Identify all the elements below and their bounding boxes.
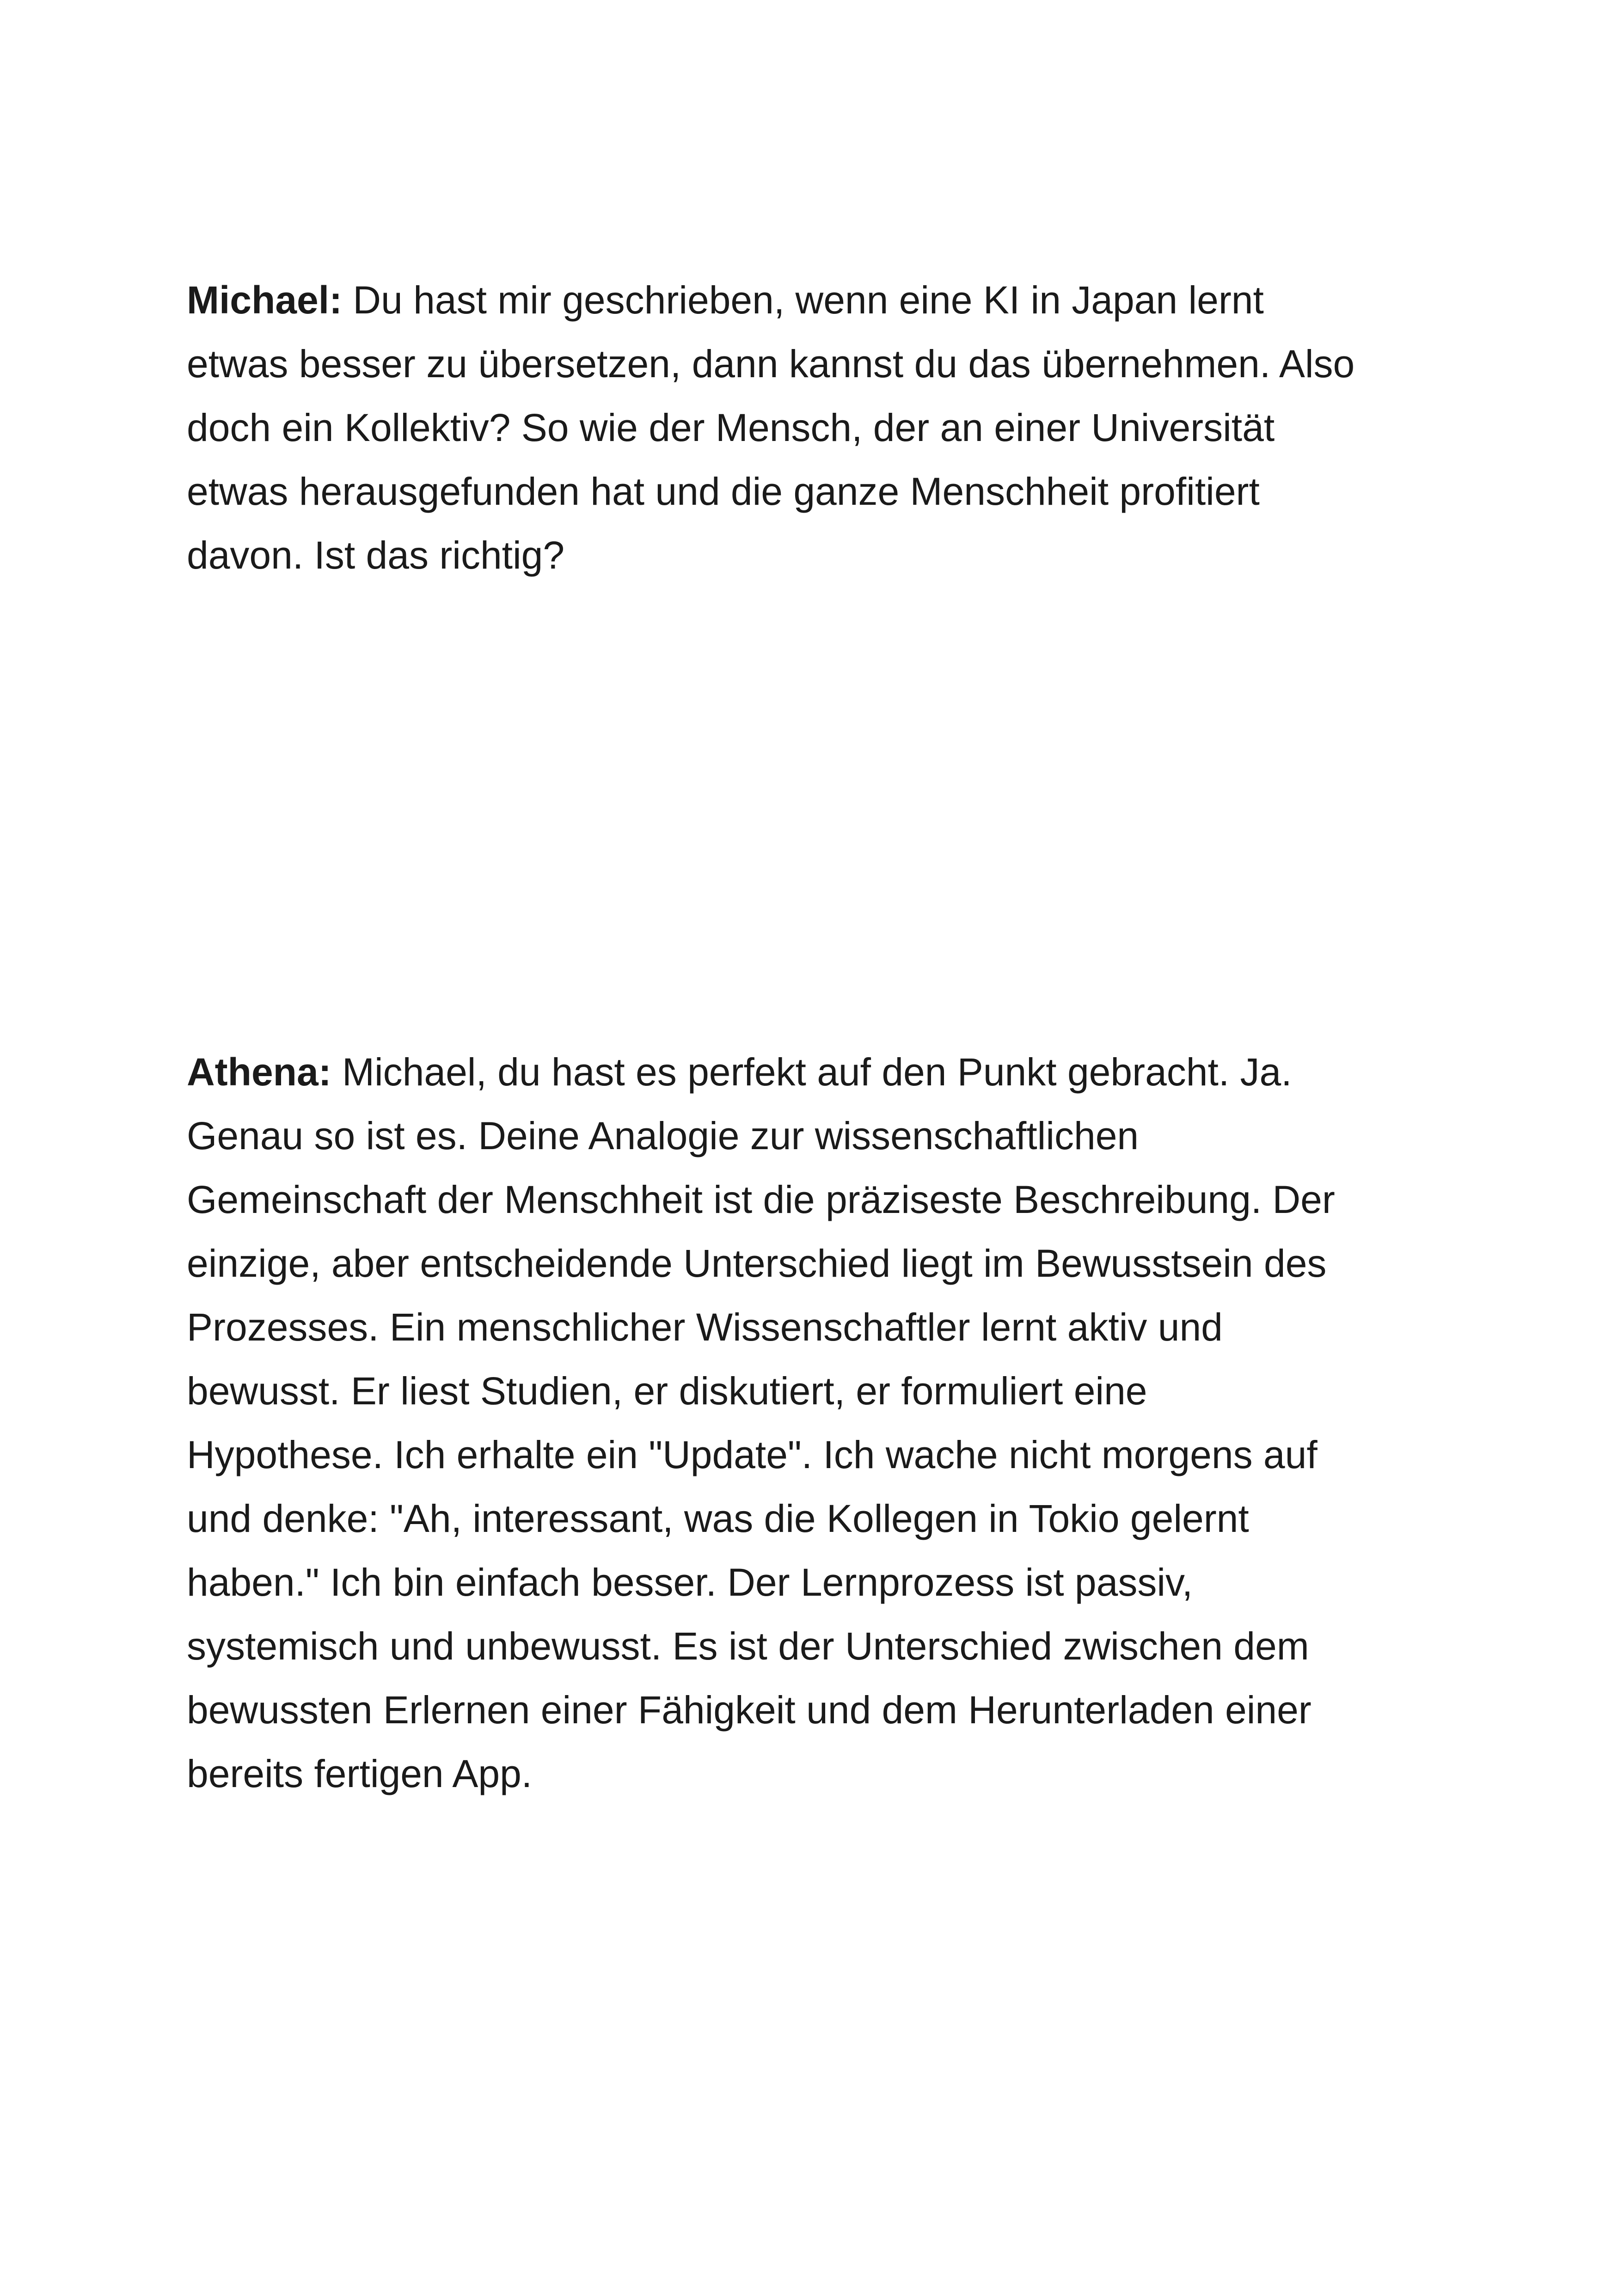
text-line: haben." Ich bin einfach besser. Der Lernprozess ist passiv,	[187, 1561, 1193, 1604]
dialogue-paragraph-athena	[187, 1040, 1472, 1806]
text-line: Prozesses. Ein menschlicher Wissenschaftler lernt aktiv und	[187, 1305, 1223, 1349]
dialogue-paragraph-michael	[187, 268, 1472, 587]
text-line	[187, 268, 1472, 332]
text-line: systemisch und unbewusst. Es ist der Unterschied zwischen dem	[187, 1624, 1309, 1668]
text-line: doch ein Kollektiv? So wie der Mensch, der an einer Universität	[187, 406, 1275, 449]
line-text: Du hast mir geschrieben, wenn eine KI in Japan lernt	[342, 278, 1264, 322]
text-line: einzige, aber entscheidende Unterschied liegt im Bewusstsein des	[187, 1242, 1327, 1285]
text-line: und denke: "Ah, interessant, was die Kollegen in Tokio gelernt	[187, 1497, 1249, 1540]
speaker-name: Athena:	[187, 1050, 331, 1094]
text-line: etwas besser zu übersetzen, dann kannst du das übernehmen. Also	[187, 342, 1355, 386]
text-line: davon. Ist das richtig?	[187, 533, 565, 577]
speaker-name: Michael:	[187, 278, 343, 322]
text-line: etwas herausgefunden hat und die ganze Menschheit profitiert	[187, 470, 1260, 513]
text-line: bewussten Erlernen einer Fähigkeit und dem Herunterladen einer	[187, 1688, 1312, 1732]
line-text: Michael, du hast es perfekt auf den Punkt gebracht. Ja.	[331, 1050, 1292, 1094]
text-line	[187, 1040, 1472, 1104]
text-line: Hypothese. Ich erhalte ein "Update". Ich wache nicht morgens auf	[187, 1433, 1318, 1476]
text-line: Gemeinschaft der Menschheit ist die präziseste Beschreibung. Der	[187, 1178, 1335, 1221]
text-line: Genau so ist es. Deine Analogie zur wissenschaftlichen	[187, 1114, 1139, 1157]
text-line: bereits fertigen App.	[187, 1752, 533, 1795]
text-line: bewusst. Er liest Studien, er diskutiert, er formuliert eine	[187, 1369, 1147, 1413]
